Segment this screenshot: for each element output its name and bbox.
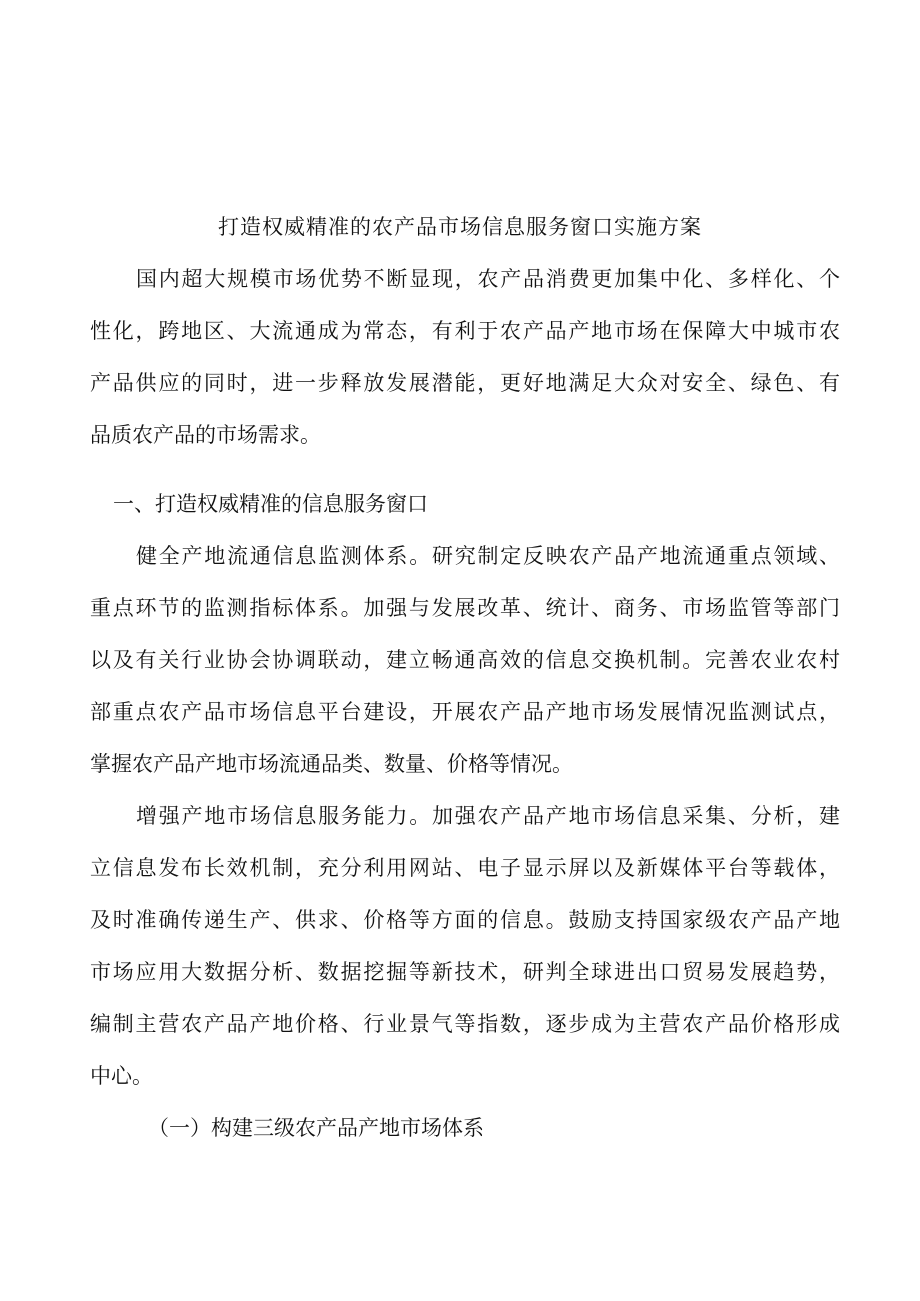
- para2-line-3: 及时准确传递生产、供求、价格等方面的信息。鼓励支持国家级农产品产地: [90, 908, 840, 932]
- subsection-heading: （一）构建三级农产品产地市场体系: [148, 1116, 484, 1140]
- para2-line-4: 市场应用大数据分析、数据挖掘等新技术，研判全球进出口贸易发展趋势，: [90, 960, 840, 984]
- para1-line-1: 健全产地流通信息监测体系。研究制定反映农产品产地流通重点领域、: [136, 544, 840, 568]
- para2-line-5: 编制主营农产品产地价格、行业景气等指数，逐步成为主营农产品价格形成: [90, 1012, 840, 1036]
- para1-line-5: 掌握农产品产地市场流通品类、数量、价格等情况。: [90, 752, 573, 776]
- intro-line-1: 国内超大规模市场优势不断显现，农产品消费更加集中化、多样化、个: [136, 267, 840, 291]
- para1-line-4: 部重点农产品市场信息平台建设，开展农产品产地市场发展情况监测试点，: [90, 700, 840, 724]
- document-title: 打造权威精准的农产品市场信息服务窗口实施方案: [218, 215, 702, 239]
- para1-line-2: 重点环节的监测指标体系。加强与发展改革、统计、商务、市场监管等部门: [90, 596, 840, 620]
- para2-line-1: 增强产地市场信息服务能力。加强农产品产地市场信息采集、分析，建: [136, 804, 840, 828]
- intro-line-3: 产品供应的同时，进一步释放发展潜能，更好地满足大众对安全、绿色、有: [90, 371, 840, 395]
- para1-line-3: 以及有关行业协会协调联动，建立畅通高效的信息交换机制。完善农业农村: [90, 648, 840, 672]
- para2-line-6: 中心。: [90, 1064, 153, 1088]
- section-heading: 一、打造权威精准的信息服务窗口: [113, 492, 428, 516]
- intro-line-2: 性化，跨地区、大流通成为常态，有利于农产品产地市场在保障大中城市农: [90, 319, 840, 343]
- intro-line-4: 品质农产品的市场需求。: [90, 423, 321, 447]
- para2-line-2: 立信息发布长效机制，充分利用网站、电子显示屏以及新媒体平台等载体，: [90, 856, 840, 880]
